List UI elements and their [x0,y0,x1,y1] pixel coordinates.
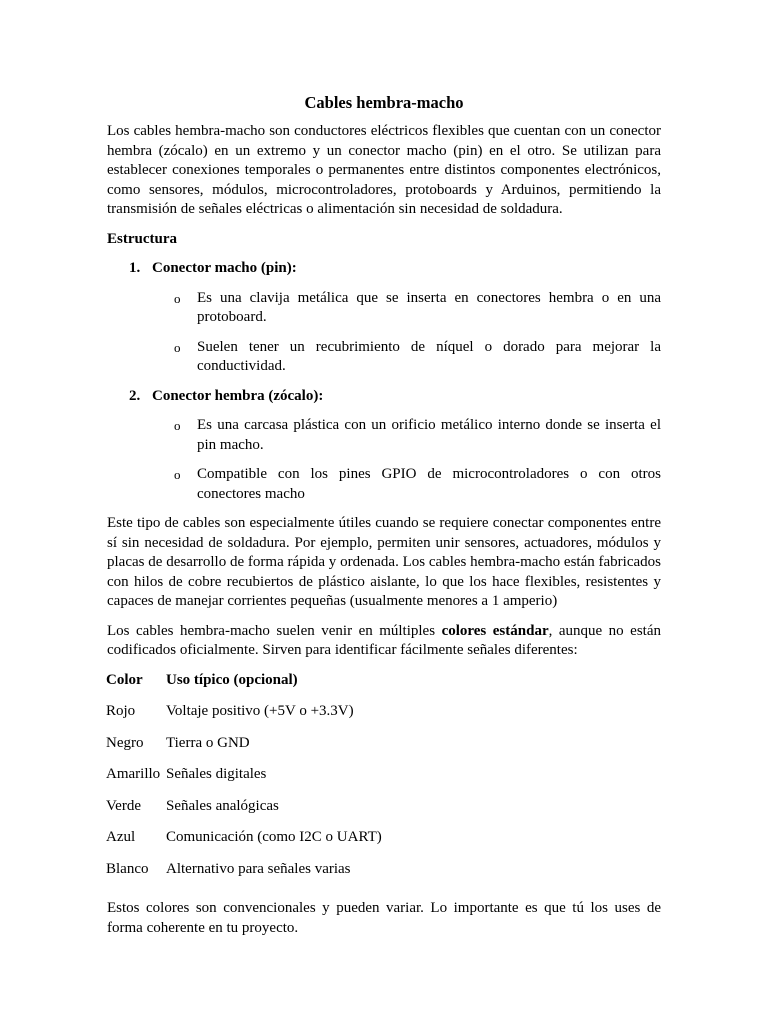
structure-list-item-2 [107,387,661,505]
intro-paragraph: Los cables hembra-macho son conductores eléctricos flexibles que cuentan con un conector hembra (zócalo) en un extremo y un conector macho (pin) en el otro. Se utilizan para establecer conexiones temporales o permanentes entre distintos componentes electrónicos, como sensores, módulos, microcontroladores, protoboards y Arduinos, permitiendo la transmisión de señales eléctricas o alimentación sin necesidad de soldadura. [107,123,661,217]
sub-list [107,289,661,377]
table-cell-color: Negro [106,734,144,751]
sub-item-text: Compatible con los pines GPIO de microcontroladores o con otros conectores macho [197,466,661,502]
table-row [106,828,386,860]
document-page [107,93,661,948]
item-number: 1. [129,260,141,276]
table-cell-usage: Señales digitales [166,766,267,782]
sub-list-item [107,465,661,504]
color-table [106,671,386,892]
table-cell-usage: Comunicación (como I2C o UART) [166,829,382,845]
table-header-color: Color [106,671,143,688]
usage-paragraph: Este tipo de cables son especialmente útiles cuando se requiere conectar componentes entre sí sin necesidad de soldadura. Por ejemplo, permiten unir sensores, actuadores, módulos y placas de desarrollo de forma rápida y ordenada. Los cables hembra-macho están fabricados con hilos de cobre recubiertos de plástico aislante, lo que los hace flexibles, resistentes y capaces de manejar corrientes pequeñas (usualmente menores a 1 amperio) [107,515,661,609]
table-cell-color: Azul [106,829,136,845]
item-number: 2. [129,387,141,404]
table-cell-usage: Señales analógicas [166,797,279,814]
bullet-marker: o [174,290,181,306]
table-cell-color: Blanco [106,860,149,877]
table-cell-color: Verde [106,797,141,814]
structure-heading: Estructura [107,230,177,247]
table-cell-usage: Tierra o GND [166,734,250,751]
sub-item-text: Es una clavija metálica que se inserta en conectores hembra o en una protoboard. [197,289,661,325]
document-title: Cables hembra-macho [304,93,464,112]
sub-item-text: Es una carcasa plástica con un orificio metálico interno donde se inserta el pin macho. [197,417,661,453]
table-header-usage: Uso típico (opcional) [166,671,298,688]
closing-paragraph: Estos colores son convencionales y pueden variar. Lo importante es que tú los uses de forma coherente en tu proyecto. [107,900,661,936]
colors-text-after: , aunque no están codificados oficialmente. Sirven para identificar fácilmente señales diferentes: [107,622,661,658]
sub-list-item [107,289,661,328]
table-row [106,734,386,766]
item-label: Conector macho (pin): [152,260,297,276]
table-header-row [106,671,386,703]
table-cell-usage: Voltaje positivo (+5V o +3.3V) [166,703,354,719]
colors-paragraph [107,622,661,661]
table-row [106,702,386,734]
table-row [106,765,386,797]
bullet-marker: o [174,418,181,433]
table-cell-usage: Alternativo para señales varias [166,860,351,877]
numbered-item [107,259,661,279]
colors-text-before: Los cables hembra-macho suelen venir en múltiples [107,622,442,639]
table-row [106,797,386,829]
item-label: Conector hembra (zócalo): [152,387,324,404]
bullet-marker: o [174,339,181,355]
bullet-marker: o [174,467,181,482]
sub-item-text: Suelen tener un recubrimiento de níquel o dorado para mejorar la conductividad. [197,338,661,374]
table-cell-color: Amarillo [106,766,161,782]
table-cell-color: Rojo [106,703,136,719]
sub-list-item [107,338,661,377]
table-row [106,860,386,892]
structure-list-item-1 [107,259,661,377]
sub-list [107,416,661,504]
numbered-item [107,387,661,407]
colors-bold-text: colores estándar [441,622,549,639]
sub-list-item [107,416,661,455]
